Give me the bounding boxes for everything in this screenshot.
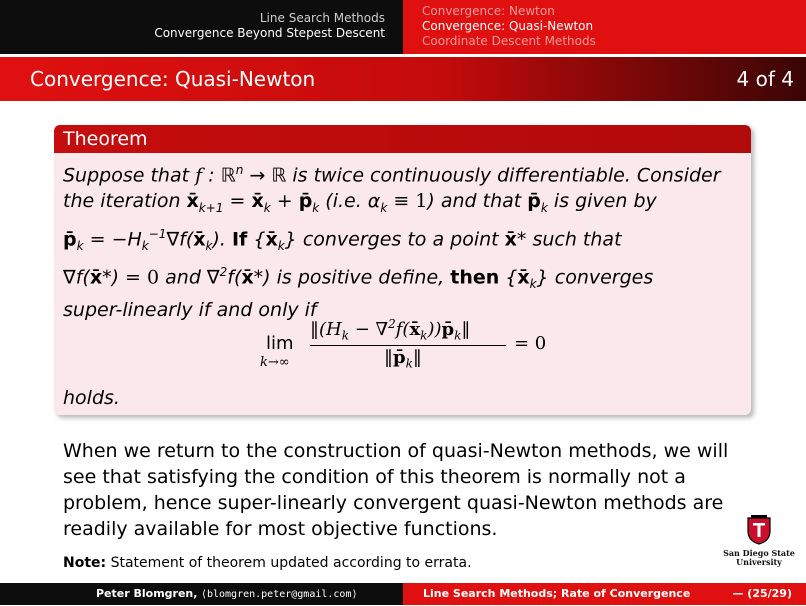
nav-subsection-newton[interactable]: Convergence: Newton [422,4,555,18]
note-label: Note: [63,555,107,571]
footer-email[interactable]: ⟨blomgren.peter@gmail.com⟩ [200,589,358,600]
paragraph-line: problem, hence super-linearly convergent quasi-Newton methods are [63,492,724,514]
frame-title: Convergence: Quasi-Newton [30,67,316,91]
university-logo [719,515,799,573]
footer-author: Peter Blomgren, [96,587,198,600]
paragraph-line: When we return to the construction of quasi-Newton methods, we will [63,440,729,462]
footer-bar [0,583,806,605]
theorem-block [54,125,751,415]
footer-left [0,583,403,605]
theorem-holds: holds. [63,387,120,409]
theorem-title: Theorem [54,125,751,153]
footer-section-title[interactable]: Line Search Methods; Rate of Convergence [423,587,691,600]
frame-title-bar [0,57,806,101]
university-seal-icon [746,515,772,545]
errata-note [63,555,472,571]
top-navigation [0,0,806,54]
nav-section-convergence[interactable]: Convergence Beyond Stepest Descent [154,26,385,40]
footer-right [403,583,806,605]
theorem-limit-equation: lim k→∞ $‖(H_k$ − $\nabla^2f(x̄_k))p̄_k‖$ $‖p̄_k‖$ = 0 [260,317,547,371]
theorem-body: Suppose that f : ℝ$^n$ → ℝ is twice continuously differentiable. Consider the iteration $x̄_{k+1}$ = $x̄_k$ + $p̄_k$ (i.e. $\alpha_k \equiv 1$) and that $p̄_k$ is given by $p̄_k$ = $-H_k^{-1}\nabla f(x̄_k)$. If $\{x̄_k\}$ converges to a point x̄* such that ∇f(x̄*) = 0 and ∇$^2$f(x̄*) is positive define, then $\{x̄_k\}$ converges super-linearly if and only if [63,163,721,322]
frame-page-counter: 4 of 4 [736,67,794,91]
logo-line-1: San Diego State [723,548,795,558]
nav-subsection-coordinate-descent[interactable]: Coordinate Descent Methods [422,34,596,48]
paragraph-line: readily available for most objective functions. [63,518,498,540]
nav-subsections [403,0,806,54]
logo-line-2: University [736,557,782,567]
paragraph-line: see that satisfying the condition of this theorem is normally not a [63,466,686,488]
footer-page-number: — (25/29) [732,587,792,600]
nav-subsection-quasi-newton[interactable]: Convergence: Quasi-Newton [422,19,594,33]
body-paragraph [63,438,733,542]
note-text: Statement of theorem updated according to errata. [110,555,472,571]
nav-section-line-search[interactable]: Line Search Methods [259,11,385,25]
nav-sections [0,0,403,54]
